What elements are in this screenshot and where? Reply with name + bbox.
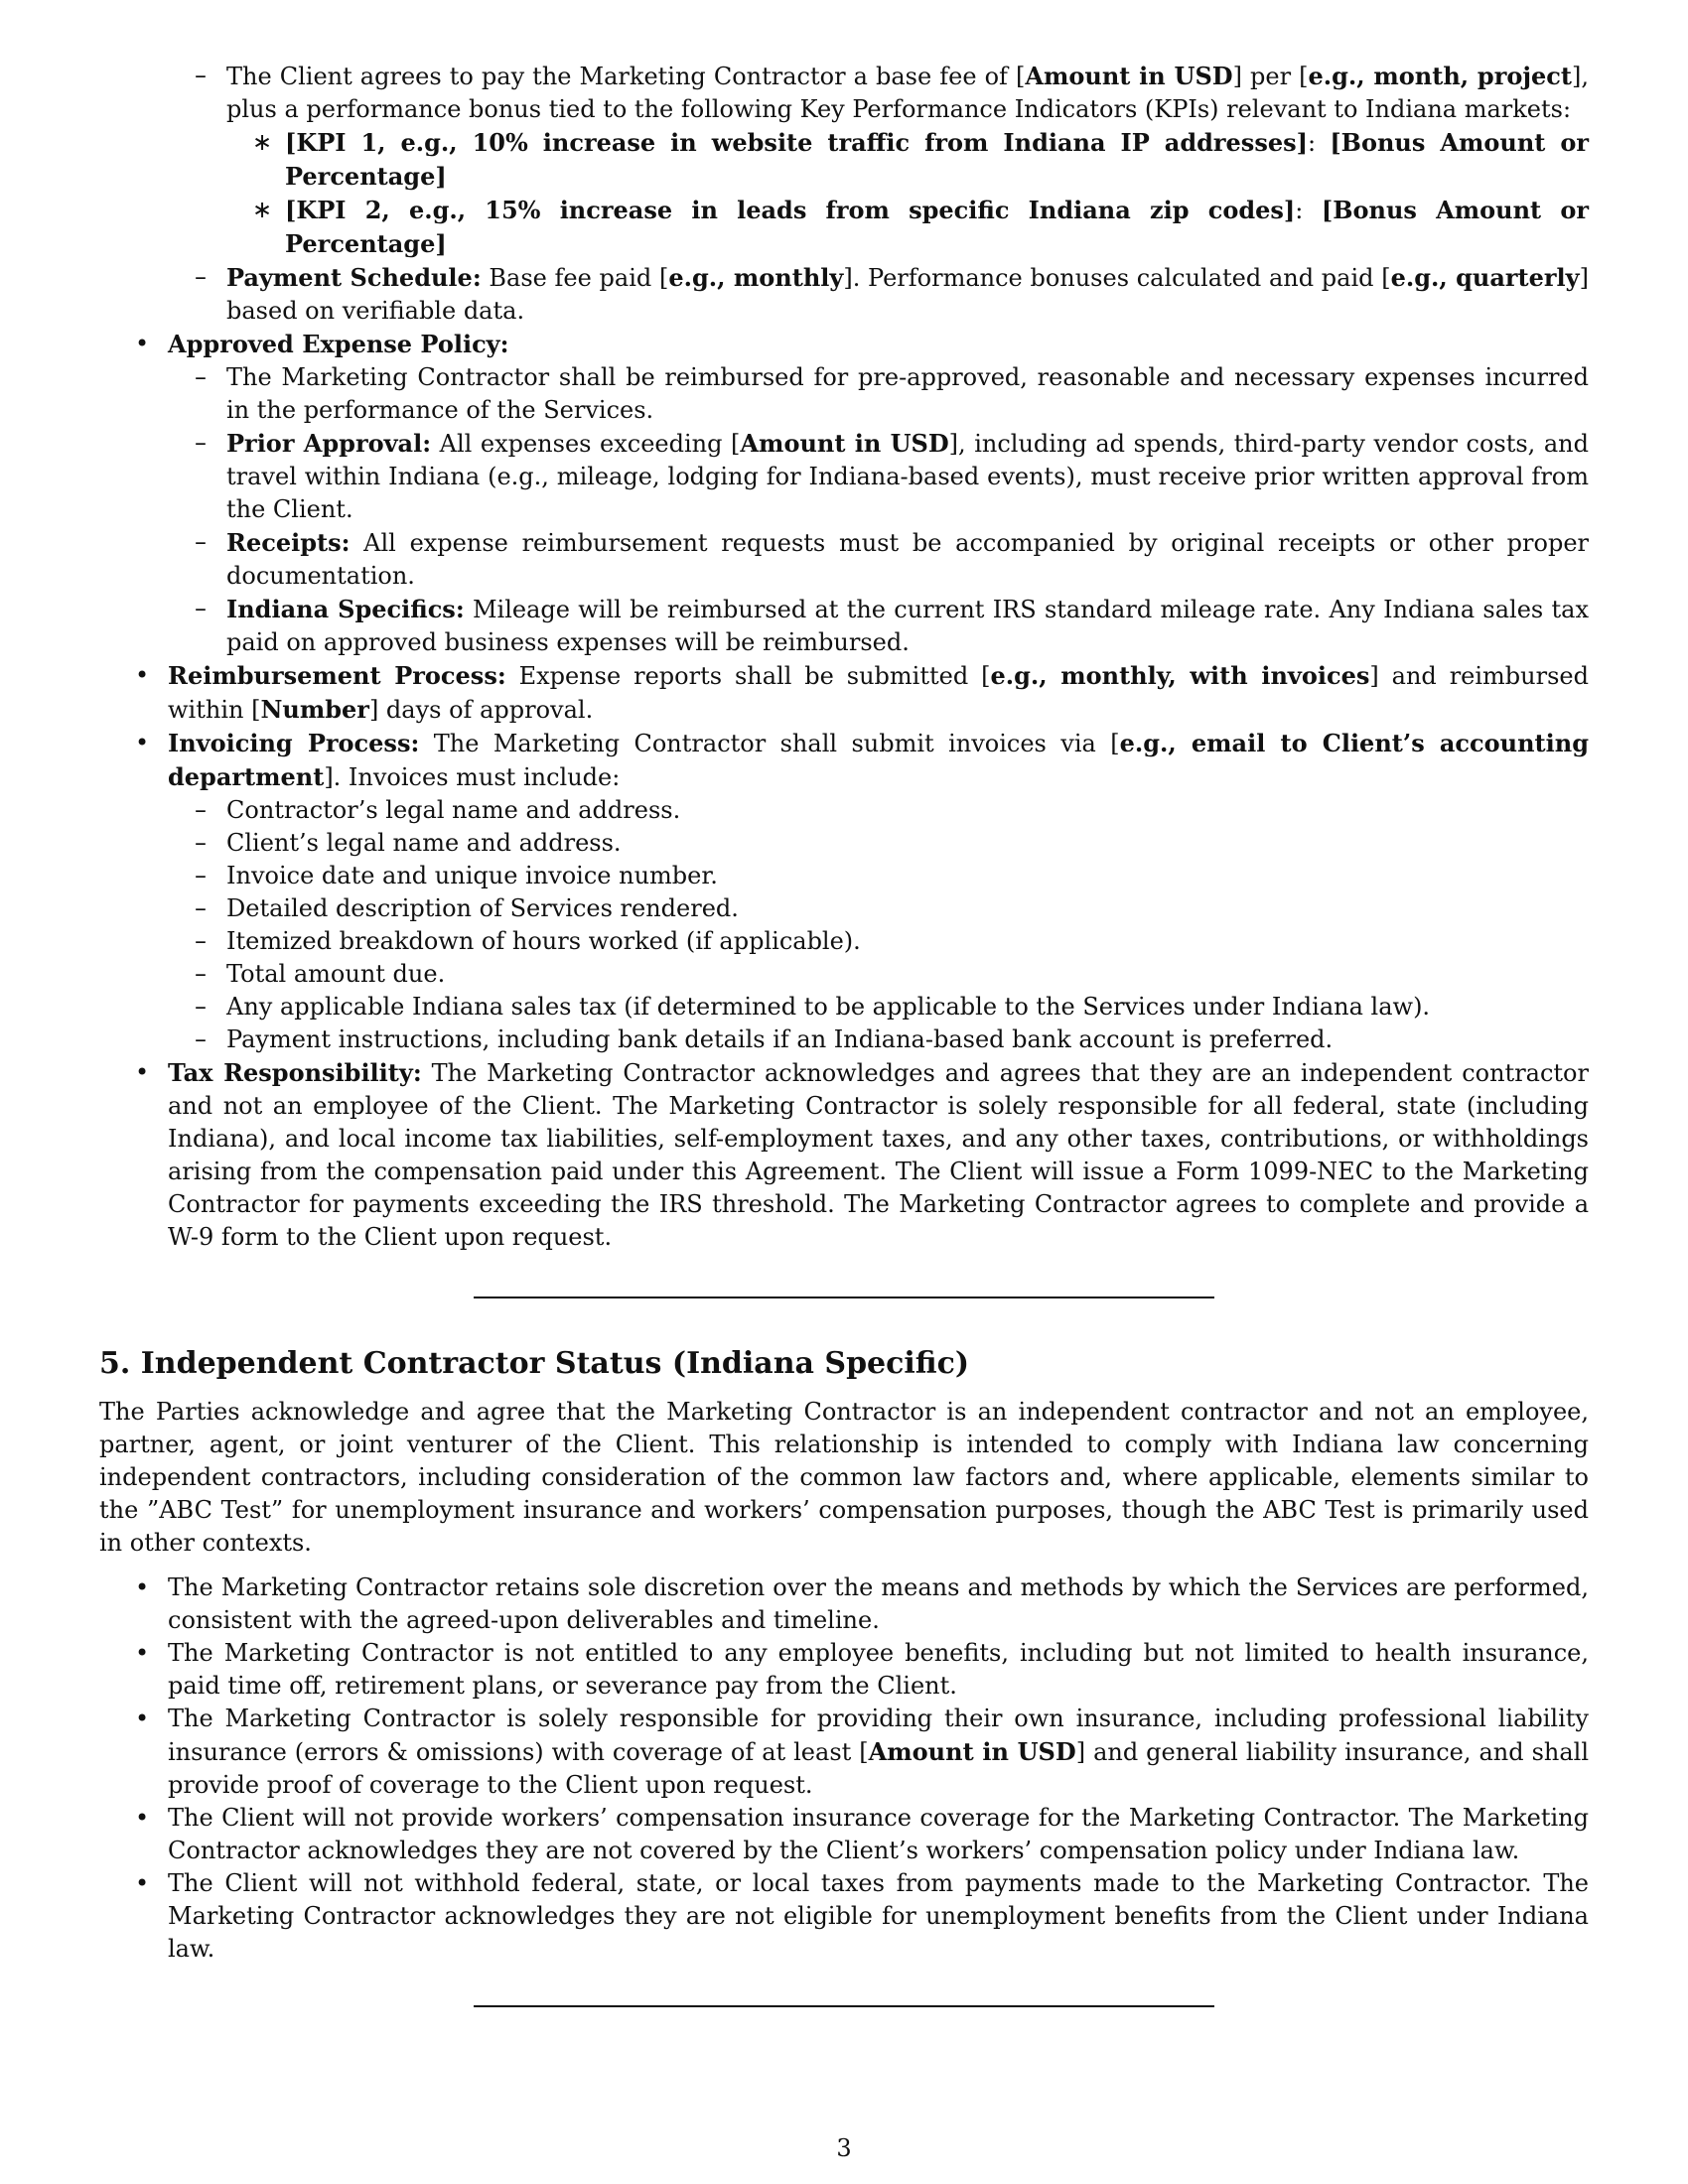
- list-item: • The Client will not withhold federal, state, or local taxes from payments made to the Marketing Contractor. The Marketing Contractor acknowledges they are not eligible for unemployment benefits from the Client under Indiana law.: [135, 1869, 1589, 1963]
- star-marker: ∗: [252, 128, 273, 156]
- list-item: • The Marketing Contractor retains sole discretion over the means and methods by which the Services are performed, consistent with the agreed-upon deliverables and timeline.: [135, 1573, 1589, 1634]
- contractor-status-list: [99, 1571, 1589, 1966]
- list-item: – Payment instructions, including bank details if an Indiana-based bank account is preferred.: [168, 1024, 1589, 1056]
- dash-marker: –: [195, 263, 207, 291]
- bullet-marker: •: [135, 1804, 150, 1832]
- expense-policy-list: [168, 361, 1589, 659]
- compensation-list: [168, 60, 1589, 328]
- bullet-marker: •: [135, 1639, 150, 1667]
- payment-schedule-item: – Payment Schedule: Base fee paid [e.g., monthly]. Performance bonuses calculated and paid [e.g., quarterly] based on verifiable data.: [195, 263, 1589, 325]
- dash-marker: –: [195, 1025, 207, 1053]
- bullet-marker: •: [135, 1058, 150, 1086]
- page-number: 3: [836, 2134, 852, 2162]
- bullet-marker: •: [135, 1573, 150, 1601]
- document-page: [99, 60, 1589, 2007]
- dash-marker: –: [195, 62, 207, 89]
- kpi-item-1: ∗ [KPI 1, e.g., 10% increase in website traffic from Indiana IP addresses]: [Bonus Amount or Percentage]: [252, 128, 1589, 191]
- dash-marker: –: [195, 862, 207, 889]
- dash-marker: –: [195, 363, 207, 391]
- dash-marker: –: [195, 595, 207, 622]
- dash-marker: –: [195, 429, 207, 457]
- dash-marker: –: [195, 894, 207, 922]
- list-item: – Invoice date and unique invoice number.: [168, 860, 1589, 892]
- star-marker: ∗: [252, 196, 273, 223]
- base-fee-item: – The Client agrees to pay the Marketing Contractor a base fee of [Amount in USD] per [e.g., month, project], plus a performance bonus tied to the following Key Performance Indicators (KPIs) relevant to Indiana markets: ∗ [KPI 1, e.g., 10% increase in website traffic from Indiana IP addresses]: [Bonus Amount or Percentage] ∗ [KPI 2, e.g., 15% increase in leads from specific Indiana zip codes]: [Bonus Amount or Percentage]: [168, 60, 1589, 261]
- list-item: – Total amount due.: [168, 958, 1589, 991]
- expense-policy-item: • Approved Expense Policy: – The Marketing Contractor shall be reimbursed for pre-approved, reasonable and necessary expenses incurred in the performance of the Services. – Prior Approval: All expenses exceeding [Amount in USD], including ad spends, third-party vendor costs, and travel within Indiana (e.g., mileage, lodging for Indiana-based events), must receive prior written approval from the Client. – Receipts: All expense reimbursement requests must be accompanied by original receipts or other proper documentation. – Indiana Specifics: Mileage will be reimbursed at the current IRS standard mileage rate. Any Indiana sales tax paid on approved business expenses will be reimbursed.: [99, 328, 1589, 659]
- prior-approval-item: – Prior Approval: All expenses exceeding [Amount in USD], including ad spends, third-party vendor costs, and travel within Indiana (e.g., mileage, lodging for Indiana-based events), must receive prior written approval from the Client.: [195, 429, 1589, 523]
- invoicing-process-item: • Invoicing Process: The Marketing Contractor shall submit invoices via [e.g., email to Client’s accounting department]. Invoices must include: – Contractor’s legal name and address. – Client’s legal name and address. – Invoice date and unique invoice number. – Detailed description of Services rendered. – Itemized breakdown of hours worked (if applicable). – Total amount due. – Any applicable Indiana sales tax (if determined to be applicable to the Services under Indiana law). – Payment instructions, including bank details if an Indiana-based bank account is preferred.: [99, 727, 1589, 1056]
- invoice-requirements-list: [168, 794, 1589, 1056]
- dash-marker: –: [195, 993, 207, 1021]
- section-divider: [474, 2005, 1214, 2007]
- kpi-list: [226, 126, 1589, 261]
- section-paragraph: The Parties acknowledge and agree that the Marketing Contractor is an independent contractor and not an employee, partner, agent, or joint venturer of the Client. This relationship is intended to comply with Indiana law concerning independent contractors, including consideration of the common law factors and, where applicable, elements similar to the ”ABC Test” for unemployment insurance and workers’ compensation purposes, though the ABC Test is primarily used in other contexts.: [99, 1398, 1589, 1557]
- dash-marker: –: [195, 796, 207, 824]
- list-item: • The Marketing Contractor is solely responsible for providing their own insurance, including professional liability insurance (errors & omissions) with coverage of at least [Amount in USD] and general liability insurance, and shall provide proof of coverage to the Client upon request.: [135, 1705, 1590, 1799]
- dash-marker: –: [195, 528, 207, 556]
- dash-marker: –: [195, 927, 207, 955]
- payment-terms-list: [99, 328, 1589, 1254]
- bullet-marker: •: [135, 1705, 150, 1732]
- dash-marker: –: [195, 960, 207, 988]
- list-item: – Detailed description of Services rendered.: [168, 892, 1589, 925]
- list-item: – Itemized breakdown of hours worked (if applicable).: [168, 925, 1589, 958]
- dash-marker: –: [195, 829, 207, 857]
- bullet-marker: •: [135, 1869, 150, 1897]
- list-item: – Contractor’s legal name and address.: [168, 794, 1589, 827]
- bullet-marker: •: [135, 729, 150, 756]
- bullet-marker: •: [135, 661, 150, 689]
- section-heading: 5. Independent Contractor Status (Indiana Specific): [99, 1346, 970, 1381]
- expense-intro-item: – The Marketing Contractor shall be reimbursed for pre-approved, reasonable and necessary expenses incurred in the performance of the Services.: [195, 363, 1589, 424]
- list-item: – Any applicable Indiana sales tax (if determined to be applicable to the Services under Indiana law).: [168, 991, 1589, 1024]
- section-divider: [474, 1297, 1214, 1298]
- reimbursement-process-item: • Reimbursement Process: Expense reports shall be submitted [e.g., monthly, with invoices] and reimbursed within [Number] days of approval.: [135, 661, 1589, 724]
- list-item: – Client’s legal name and address.: [168, 827, 1589, 860]
- tax-responsibility-item: • Tax Responsibility: The Marketing Contractor acknowledges and agrees that they are an independent contractor and not an employee of the Client. The Marketing Contractor is solely responsible for all federal, state (including Indiana), and local income tax liabilities, self-employment taxes, and any other taxes, contributions, or withholdings arising from the compensation paid under this Agreement. The Client will issue a Form 1099-NEC to the Marketing Contractor for payments exceeding the IRS threshold. The Marketing Contractor agrees to complete and provide a W-9 form to the Client upon request.: [135, 1058, 1589, 1251]
- list-item: • The Marketing Contractor is not entitled to any employee benefits, including but not limited to health insurance, paid time off, retirement plans, or severance pay from the Client.: [135, 1639, 1589, 1700]
- receipts-item: – Receipts: All expense reimbursement requests must be accompanied by original receipts or other proper documentation.: [195, 528, 1589, 590]
- bullet-marker: •: [135, 330, 150, 357]
- indiana-specifics-item: – Indiana Specifics: Mileage will be reimbursed at the current IRS standard mileage rate. Any Indiana sales tax paid on approved business expenses will be reimbursed.: [195, 595, 1589, 656]
- list-item: • The Client will not provide workers’ compensation insurance coverage for the Marketing Contractor. The Marketing Contractor acknowledges they are not covered by the Client’s workers’ compensation policy under Indiana law.: [135, 1804, 1589, 1864]
- kpi-item-2: ∗ [KPI 2, e.g., 15% increase in leads from specific Indiana zip codes]: [Bonus Amount or Percentage]: [252, 196, 1589, 258]
